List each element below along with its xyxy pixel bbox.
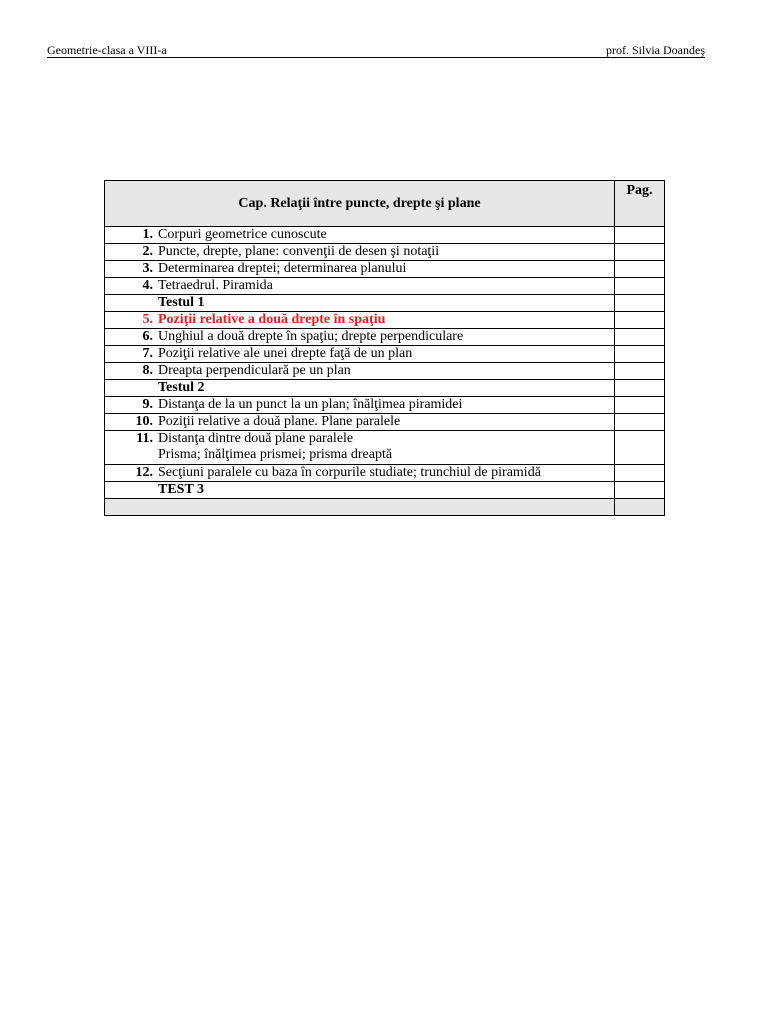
toc-entry xyxy=(105,261,614,277)
page-header xyxy=(47,43,705,58)
toc-entry-cell xyxy=(105,465,615,482)
toc-entry xyxy=(105,363,614,379)
page-number-cell xyxy=(615,227,665,244)
toc-entry-number: 8. xyxy=(142,363,153,378)
toc-entry-line: Prisma; înălţimea prismei; prisma dreaptă xyxy=(158,447,393,462)
page-number-cell xyxy=(615,414,665,431)
toc-entry xyxy=(105,244,614,260)
header-subject: Geometrie-clasa a VIII-a xyxy=(47,43,167,57)
toc-entry-line: Puncte, drepte, plane: convenţii de desen şi notaţii xyxy=(158,244,440,259)
toc-entry-text xyxy=(153,397,462,413)
toc-entry-cell xyxy=(105,227,615,244)
page-number-cell xyxy=(615,244,665,261)
toc-entry-cell xyxy=(105,244,615,261)
toc-entry-line: Poziţii relative a două plane. Plane paralele xyxy=(158,414,401,429)
toc-entry xyxy=(105,431,614,463)
toc-header-row xyxy=(105,181,665,227)
table-row xyxy=(105,278,665,295)
toc-entry xyxy=(105,329,614,345)
toc-entry-text xyxy=(153,346,412,362)
toc-entry xyxy=(105,278,614,294)
toc-entry-line: Poziţii relative a două drepte în spaţiu xyxy=(158,312,386,327)
toc-entry-cell xyxy=(105,363,615,380)
toc-entry-cell xyxy=(105,397,615,414)
table-row xyxy=(105,482,665,499)
page-number-cell xyxy=(615,295,665,312)
toc-entry-text xyxy=(153,329,463,345)
toc-entry-line: Determinarea dreptei; determinarea planului xyxy=(158,261,407,276)
toc-entry-line: Distanţa de la un punct la un plan; înălţimea piramidei xyxy=(158,397,463,412)
toc-entry-cell xyxy=(105,431,615,465)
toc-entry xyxy=(105,414,614,430)
toc-entry-cell xyxy=(105,329,615,346)
toc-entry-text xyxy=(153,380,205,396)
toc-entry xyxy=(105,380,614,396)
toc-entry xyxy=(105,227,614,243)
toc-entry-number: 5. xyxy=(142,312,153,327)
table-row xyxy=(105,227,665,244)
page-number-cell xyxy=(615,329,665,346)
table-row xyxy=(105,363,665,380)
toc-entry-text xyxy=(153,227,327,243)
toc-entry-line: Testul 1 xyxy=(158,295,205,310)
toc-entry-text xyxy=(153,261,406,277)
toc-entry-text xyxy=(153,363,351,379)
table-row xyxy=(105,431,665,465)
table-of-contents xyxy=(104,180,665,516)
page-number-cell xyxy=(615,278,665,295)
table-row xyxy=(105,397,665,414)
page-number-cell xyxy=(615,431,665,465)
toc-footer-page-cell xyxy=(615,499,665,516)
table-row xyxy=(105,380,665,397)
toc-entry-line: Tetraedrul. Piramida xyxy=(158,278,273,293)
page-number-cell xyxy=(615,482,665,499)
toc-entry-line: Dreapta perpendiculară pe un plan xyxy=(158,363,351,378)
toc-entry-number: 6. xyxy=(142,329,153,344)
table-row xyxy=(105,312,665,329)
toc-entry-cell xyxy=(105,414,615,431)
toc-entry-cell xyxy=(105,312,615,329)
toc-entry-number: 4. xyxy=(142,278,153,293)
toc-entry xyxy=(105,346,614,362)
chapter-title: Cap. Relaţii între puncte, drepte şi plane xyxy=(105,181,615,227)
toc-entry xyxy=(105,465,614,481)
toc-entry-cell xyxy=(105,346,615,363)
toc-entry-line: Corpuri geometrice cunoscute xyxy=(158,227,327,242)
toc-entry xyxy=(105,397,614,413)
toc-entry-text xyxy=(153,431,392,463)
page-number-cell xyxy=(615,312,665,329)
toc-entry-number: 3. xyxy=(142,261,153,276)
page-column-header: Pag. xyxy=(615,181,665,227)
table-row xyxy=(105,295,665,312)
toc-entry-text xyxy=(153,278,273,294)
toc-footer-row xyxy=(105,499,665,516)
toc-entry-text xyxy=(153,295,205,311)
table-row xyxy=(105,465,665,482)
toc-entry-cell xyxy=(105,380,615,397)
table-row xyxy=(105,329,665,346)
toc-entry-line: Poziţii relative ale unei drepte faţă de un plan xyxy=(158,346,413,361)
toc-entry-cell xyxy=(105,278,615,295)
toc-entry-cell xyxy=(105,295,615,312)
table-row xyxy=(105,414,665,431)
page-number-cell xyxy=(615,465,665,482)
header-author: prof. Silvia Doandeş xyxy=(606,43,705,57)
toc-entry-text xyxy=(153,244,439,260)
page-number-cell xyxy=(615,380,665,397)
toc-entry-number: 7. xyxy=(142,346,153,361)
toc-entry-number: 12. xyxy=(135,465,153,480)
toc-entry-cell xyxy=(105,482,615,499)
toc-entry-number: 2. xyxy=(142,244,153,259)
toc-entry-cell xyxy=(105,261,615,278)
toc-entry-number: 10. xyxy=(135,414,153,429)
page-number-cell xyxy=(615,261,665,278)
toc-entry xyxy=(105,295,614,311)
table-row xyxy=(105,346,665,363)
table-row xyxy=(105,244,665,261)
toc-entry-line: Distanţa dintre două plane paralele xyxy=(158,431,354,446)
toc-entry-number: 1. xyxy=(142,227,153,242)
toc-entry-text xyxy=(153,312,385,328)
toc-entry-text xyxy=(153,465,541,481)
toc-entry-line: Secţiuni paralele cu baza în corpurile studiate; trunchiul de piramidă xyxy=(158,465,541,480)
toc-entry xyxy=(105,482,614,498)
toc-entry-number: 9. xyxy=(142,397,153,412)
page-number-cell xyxy=(615,346,665,363)
toc-entry-text xyxy=(153,482,204,498)
toc-entry-number: 11. xyxy=(136,431,153,446)
toc-entry-line: Testul 2 xyxy=(158,380,205,395)
toc-entry-line: Unghiul a două drepte în spaţiu; drepte perpendiculare xyxy=(158,329,464,344)
page-number-cell xyxy=(615,397,665,414)
toc-entry-line: TEST 3 xyxy=(158,482,205,497)
toc-entry-text xyxy=(153,414,400,430)
page-number-cell xyxy=(615,363,665,380)
toc-footer-cell xyxy=(105,499,615,516)
toc-entry xyxy=(105,312,614,328)
table-row xyxy=(105,261,665,278)
